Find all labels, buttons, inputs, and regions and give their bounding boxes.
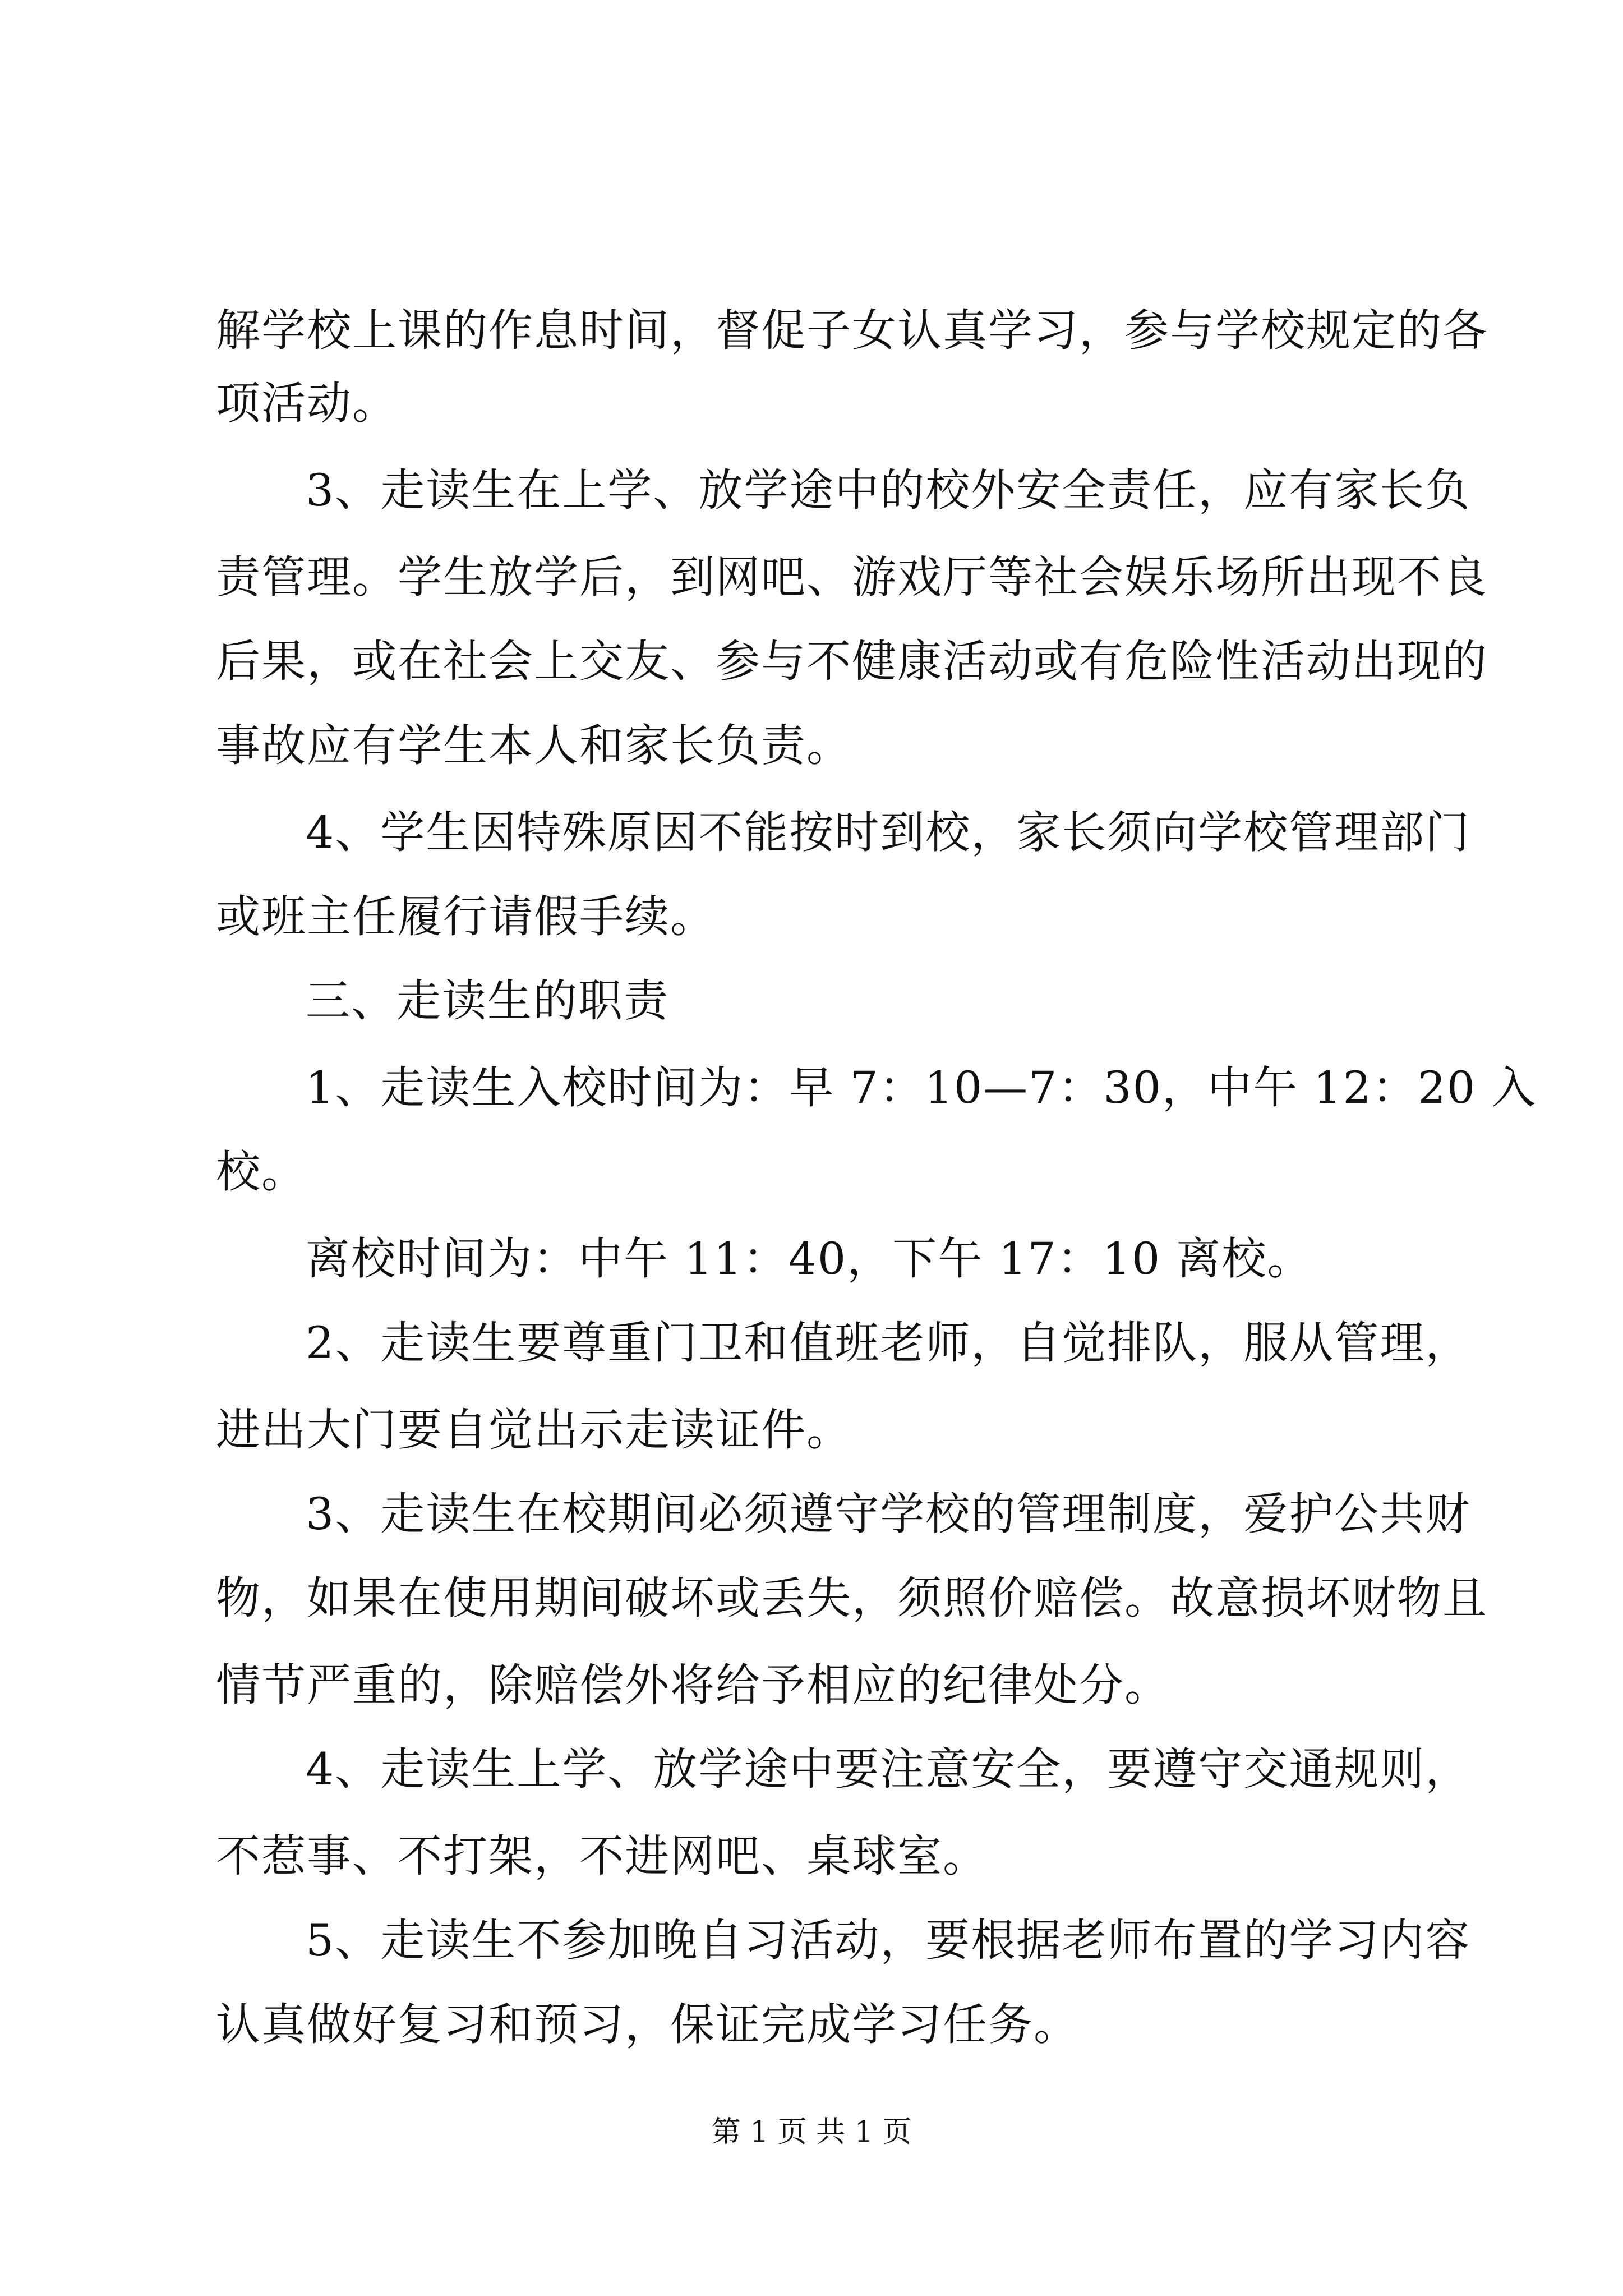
text-line: 4、走读生上学、放学途中要注意安全，要遵守交通规则，	[306, 1743, 1471, 1795]
section-heading: 三、走读生的职责	[306, 975, 669, 1027]
text-line: 事故应有学生本人和家长负责。	[216, 720, 852, 771]
text-line: 校。	[216, 1146, 307, 1198]
text-line: 情节严重的，除赔偿外将给予相应的纪律处分。	[216, 1659, 1170, 1711]
text-line: 不惹事、不打架，不进网吧、桌球室。	[216, 1830, 988, 1882]
text-line: 责管理。学生放学后，到网吧、游戏厅等社会娱乐场所出现不良	[216, 551, 1488, 603]
text-line: 认真做好复习和预习，保证完成学习任务。	[216, 1999, 1079, 2050]
text-line: 离校时间为：中午 11：40，下午 17：10 离校。	[306, 1233, 1313, 1285]
text-line: 后果，或在社会上交友、参与不健康活动或有危险性活动出现的	[216, 636, 1488, 687]
text-line: 4、学生因特殊原因不能按时到校，家长须向学校管理部门	[306, 807, 1471, 858]
text-line: 解学校上课的作息时间，督促子女认真学习，参与学校规定的各	[216, 305, 1488, 356]
text-line: 2、走读生要尊重门卫和值班老师，自觉排队，服从管理，	[306, 1317, 1471, 1369]
text-line: 1、走读生入校时间为：早 7：10—7：30，中午 12：20 入	[306, 1062, 1537, 1114]
text-line: 5、走读生不参加晚自习活动，要根据老师布置的学习内容	[306, 1915, 1471, 1966]
text-line: 物，如果在使用期间破坏或丢失，须照价赔偿。故意损坏财物且	[216, 1572, 1488, 1624]
text-line: 3、走读生在校期间必须遵守学校的管理制度，爱护公共财	[306, 1488, 1471, 1540]
text-line: 项活动。	[216, 378, 398, 429]
text-line: 3、走读生在上学、放学途中的校外安全责任，应有家长负	[306, 464, 1471, 516]
text-line: 进出大门要自觉出示走读证件。	[216, 1404, 852, 1456]
page-number-footer: 第 1 页 共 1 页	[711, 2115, 912, 2149]
text-line: 或班主任履行请假手续。	[216, 891, 716, 942]
